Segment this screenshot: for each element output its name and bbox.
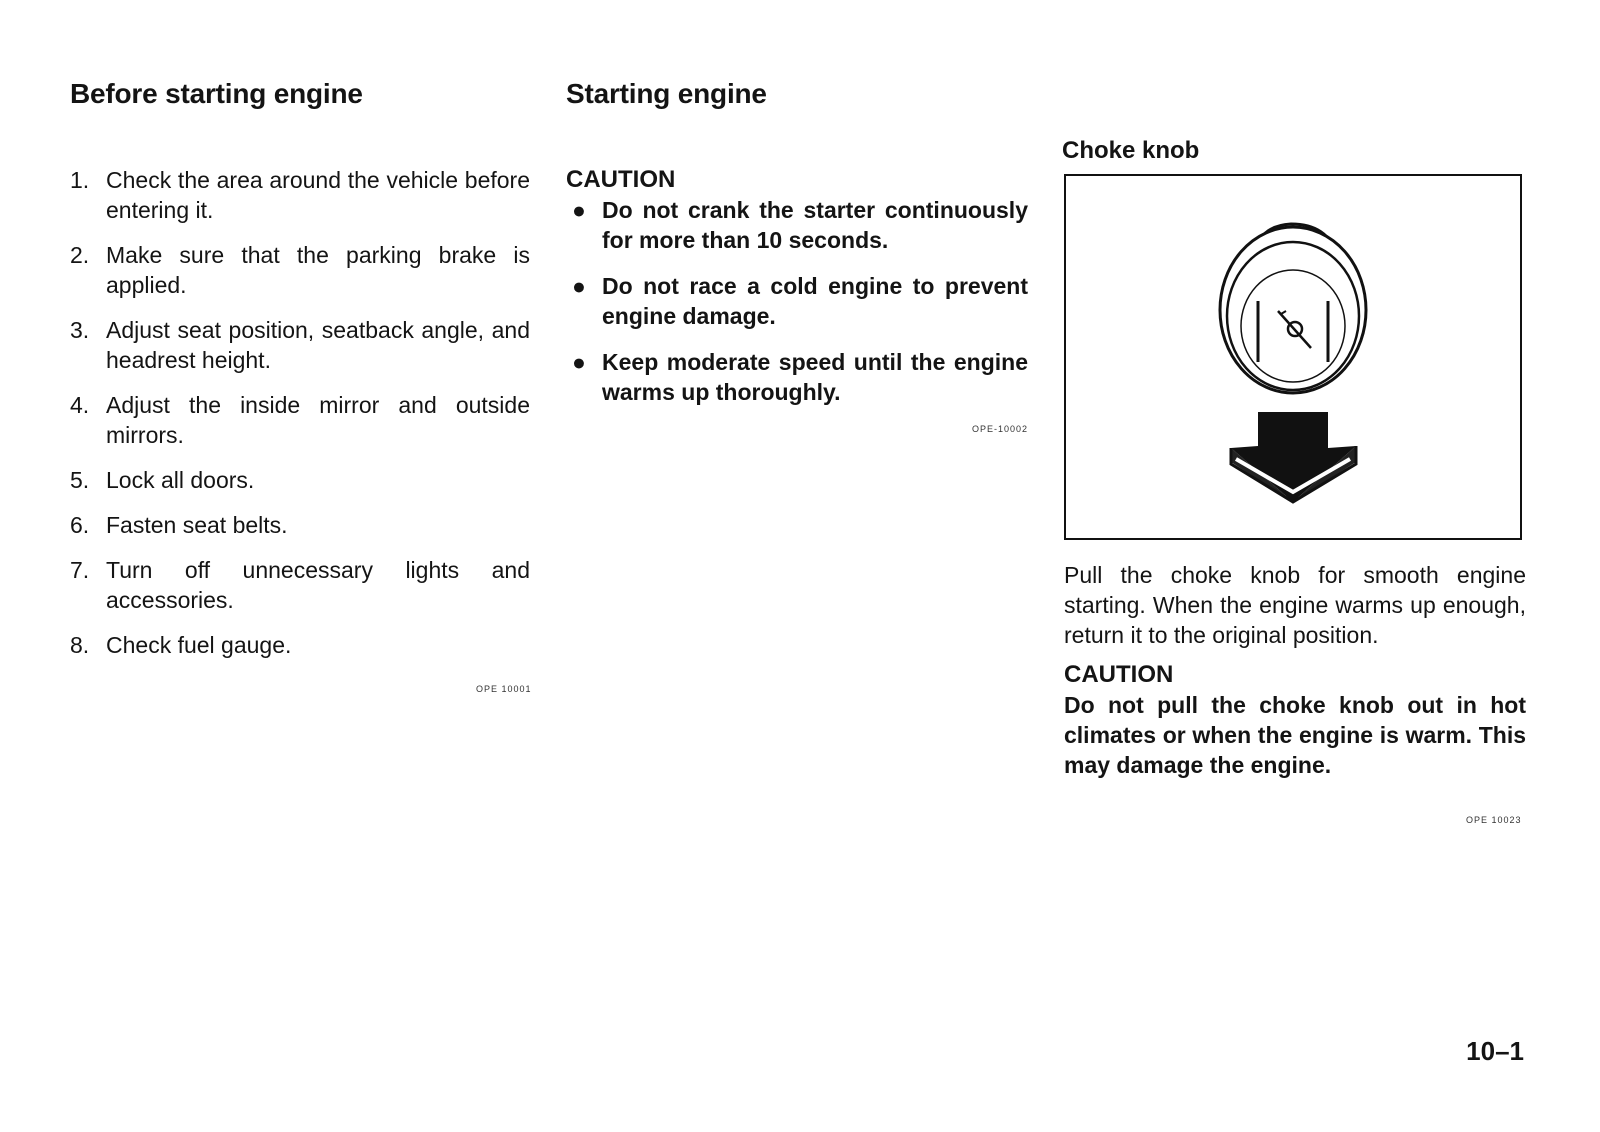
caution-bullet bbox=[566, 271, 1028, 331]
list-item-text: Fasten seat belts. bbox=[106, 512, 288, 538]
list-item bbox=[70, 510, 530, 540]
reference-code: OPE 10023 bbox=[1466, 815, 1522, 825]
reference-code: OPE-10002 bbox=[972, 424, 1029, 434]
section-title-before-starting: Before starting engine bbox=[70, 78, 363, 109]
list-item-number: 8. bbox=[70, 632, 90, 658]
list-item-text: Turn off unnecessary lights and accessories. bbox=[106, 557, 530, 613]
caution-bullet-text: Do not crank the starter continuously for more than 10 seconds. bbox=[602, 197, 1028, 253]
list-item bbox=[70, 165, 530, 225]
bullet-icon: ● bbox=[572, 273, 586, 299]
list-item bbox=[70, 465, 530, 495]
bullet-icon: ● bbox=[572, 197, 586, 223]
caution-heading: CAUTION bbox=[566, 166, 676, 193]
choke-caution bbox=[1064, 660, 1526, 780]
choke-knob-figure bbox=[1064, 174, 1522, 540]
section-title-starting-engine: Starting engine bbox=[566, 78, 767, 109]
caution-bullet-text: Do not race a cold engine to prevent engine damage. bbox=[602, 273, 1028, 329]
figure-title: Choke knob bbox=[1062, 137, 1200, 164]
list-item-text: Adjust the inside mirror and outside mirrors. bbox=[106, 392, 530, 448]
list-item bbox=[70, 240, 530, 300]
list-item-number: 1. bbox=[70, 167, 90, 193]
list-item-text: Check the area around the vehicle before entering it. bbox=[106, 167, 530, 223]
caution-bullet bbox=[566, 195, 1028, 255]
caution-bullet bbox=[566, 347, 1028, 407]
choke-knob-illustration bbox=[1066, 176, 1520, 538]
list-item-number: 4. bbox=[70, 392, 90, 418]
list-item-number: 7. bbox=[70, 557, 90, 583]
caution-bullet-text: Keep moderate speed until the engine warms up thoroughly. bbox=[602, 349, 1028, 405]
page-number: 10–1 bbox=[1466, 1036, 1524, 1066]
list-item-number: 2. bbox=[70, 242, 90, 268]
starting-engine-caution bbox=[566, 165, 1028, 423]
bullet-icon: ● bbox=[572, 349, 586, 375]
list-item bbox=[70, 315, 530, 375]
list-item bbox=[70, 390, 530, 450]
reference-code: OPE 10001 bbox=[476, 684, 532, 694]
before-starting-list bbox=[70, 165, 530, 675]
list-item-number: 5. bbox=[70, 467, 90, 493]
list-item-number: 6. bbox=[70, 512, 90, 538]
list-item bbox=[70, 555, 530, 615]
caution-heading: CAUTION bbox=[1064, 661, 1174, 688]
caution-text: Do not pull the choke knob out in hot climates or when the engine is warm. This may damage the engine. bbox=[1064, 692, 1526, 778]
choke-instructions: Pull the choke knob for smooth engine starting. When the engine warms up enough, return it to the original position. bbox=[1064, 562, 1526, 648]
list-item-text: Lock all doors. bbox=[106, 467, 255, 493]
list-item bbox=[70, 630, 530, 660]
list-item-text: Check fuel gauge. bbox=[106, 632, 292, 658]
list-item-text: Make sure that the parking brake is applied. bbox=[106, 242, 530, 298]
list-item-text: Adjust seat position, seatback angle, and headrest height. bbox=[106, 317, 530, 373]
list-item-number: 3. bbox=[70, 317, 90, 343]
